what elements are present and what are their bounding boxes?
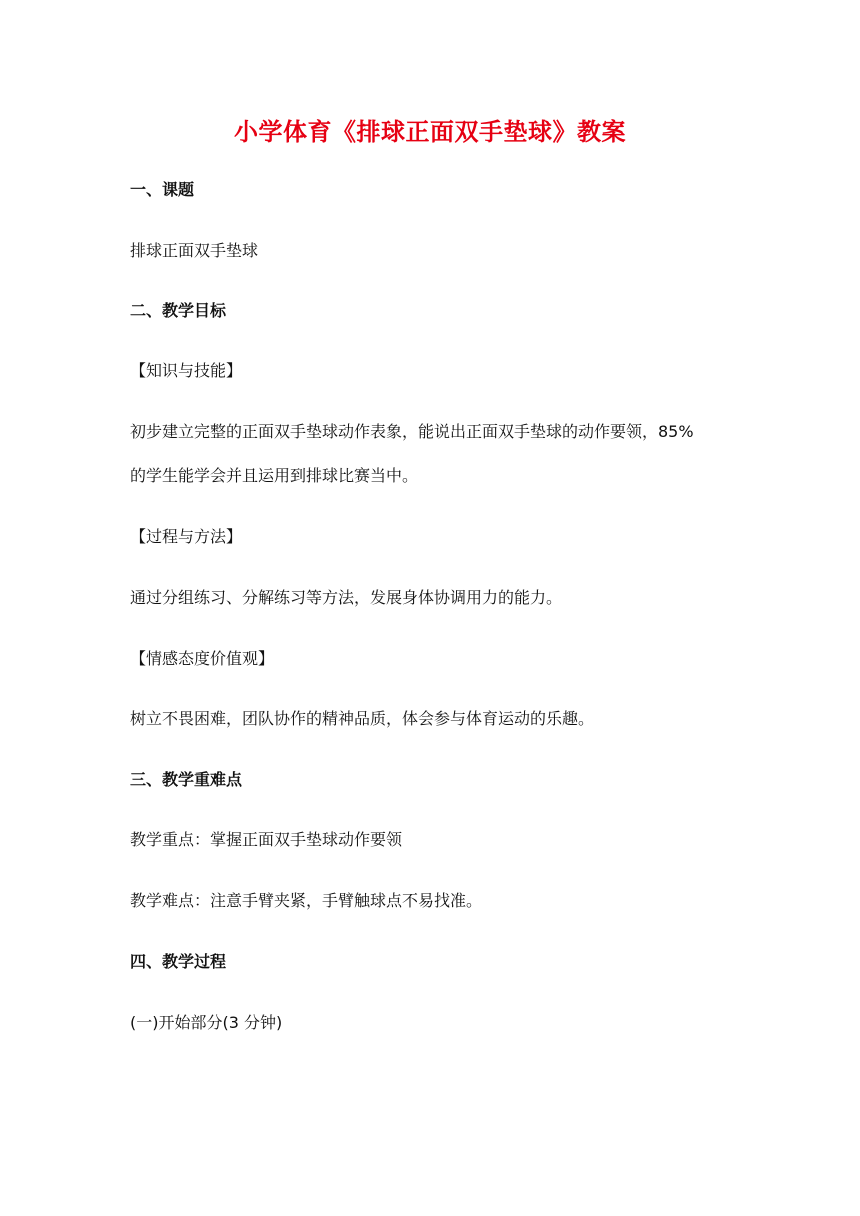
key-point-text: 教学重点：掌握正面双手垫球动作要领 — [130, 830, 403, 849]
emotion-values-label: 【情感态度价值观】 — [130, 649, 275, 668]
knowledge-skills-text-line2: 的学生能学会并且运用到排球比赛当中。 — [130, 466, 419, 485]
topic-text: 排球正面双手垫球 — [130, 241, 259, 260]
knowledge-skills-text-line1: 初步建立完整的正面双手垫球动作表象，能说出正面双手垫球的动作要领，85% — [130, 422, 694, 441]
section-heading-key-points: 三、教学重难点 — [130, 770, 243, 789]
section-heading-topic: 一、课题 — [130, 180, 195, 199]
section-heading-process: 四、教学过程 — [130, 952, 227, 971]
opening-part-text: (一)开始部分(3 分钟) — [130, 1013, 283, 1032]
difficult-point-text: 教学难点：注意手臂夹紧，手臂触球点不易找准。 — [130, 891, 483, 910]
process-methods-text: 通过分组练习、分解练习等方法，发展身体协调用力的能力。 — [130, 588, 563, 607]
document-title: 小学体育《排球正面双手垫球》教案 — [234, 118, 626, 146]
emotion-values-text: 树立不畏困难，团队协作的精神品质，体会参与体育运动的乐趣。 — [130, 709, 595, 728]
process-methods-label: 【过程与方法】 — [130, 527, 243, 546]
section-heading-objectives: 二、教学目标 — [130, 301, 227, 320]
knowledge-skills-label: 【知识与技能】 — [130, 361, 243, 380]
